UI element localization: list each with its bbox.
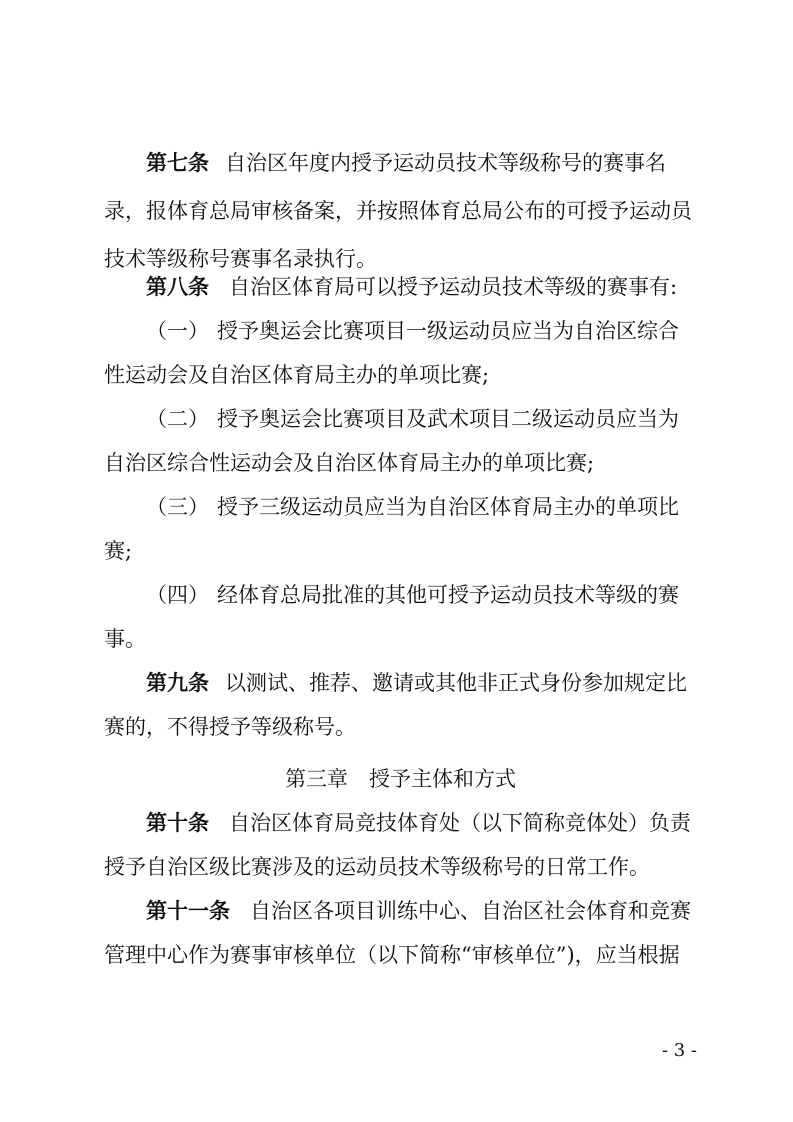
article-11-text-2: 管理中心作为赛事审核单位（以下简称“审核单位”)，应当根据 [104,943,680,967]
article-8-item-1-line-2 [0,355,793,395]
article-11-line-2 [0,935,793,975]
item-2-number: （二） [146,407,209,431]
article-9-label: 第九条 [146,671,209,695]
article-7-line-2 [0,191,793,231]
item-3-text: 授予三级运动员应当为自治区体育局主办的单项比 [217,495,679,519]
article-10-line-1 [0,803,793,843]
article-10-text-2: 授予自治区级比赛涉及的运动员技术等级称号的日常工作。 [104,855,650,879]
article-11-line-1 [0,891,793,931]
article-8-item-1-line-1 [0,311,793,351]
article-8-item-3-line-1 [0,487,793,527]
article-9-line-2 [0,707,793,747]
article-9-text: 以测试、推荐、邀请或其他非正式身份参加规定比 [225,671,687,695]
article-8-item-2-line-2 [0,443,793,483]
page-number: - 3 - [661,1040,697,1061]
item-3-text-2: 赛; [104,539,133,563]
article-10-line-2 [0,847,793,887]
article-10-label: 第十条 [146,811,209,835]
item-2-text: 授予奥运会比赛项目及武术项目二级运动员应当为 [217,407,679,431]
article-7-text-3: 技术等级称号赛事名录执行。 [104,247,377,271]
item-4-text: 经体育总局批准的其他可授予运动员技术等级的赛 [217,583,679,607]
article-7-label: 第七条 [146,151,209,175]
item-1-text-2: 性运动会及自治区体育局主办的单项比赛; [104,363,490,387]
chapter-heading: 第三章 授予主体和方式 [285,767,516,791]
item-4-number: （四） [146,583,209,607]
article-10-text: 自治区体育局竞技体育处（以下简称竞体处）负责 [229,811,691,835]
article-8-intro: 自治区体育局可以授予运动员技术等级的赛事有: [229,275,678,299]
article-8-item-3-line-2 [0,531,793,571]
article-8-item-4-line-1 [0,575,793,615]
article-8-item-4-line-2 [0,619,793,659]
article-8-intro-line [0,267,793,307]
article-8-item-2-line-1 [0,399,793,439]
article-9-text-2: 赛的，不得授予等级称号。 [104,715,356,739]
article-7-text: 自治区年度内授予运动员技术等级称号的赛事名 [225,151,666,175]
article-7-text-2: 录，报体育总局审核备案，并按照体育总局公布的可授予运动员 [104,199,692,223]
item-1-number: （一） [146,319,209,343]
article-7-line-1 [0,143,793,183]
item-3-number: （三） [146,495,209,519]
item-2-text-2: 自治区综合性运动会及自治区体育局主办的单项比赛; [104,451,595,475]
item-4-text-2: 事。 [104,627,146,651]
article-9-line-1 [0,663,793,703]
article-11-text: 自治区各项目训练中心、自治区社会体育和竞赛 [250,899,691,923]
item-1-text: 授予奥运会比赛项目一级运动员应当为自治区综合 [217,319,679,343]
article-8-label: 第八条 [146,275,209,299]
article-11-label: 第十一条 [146,899,230,923]
